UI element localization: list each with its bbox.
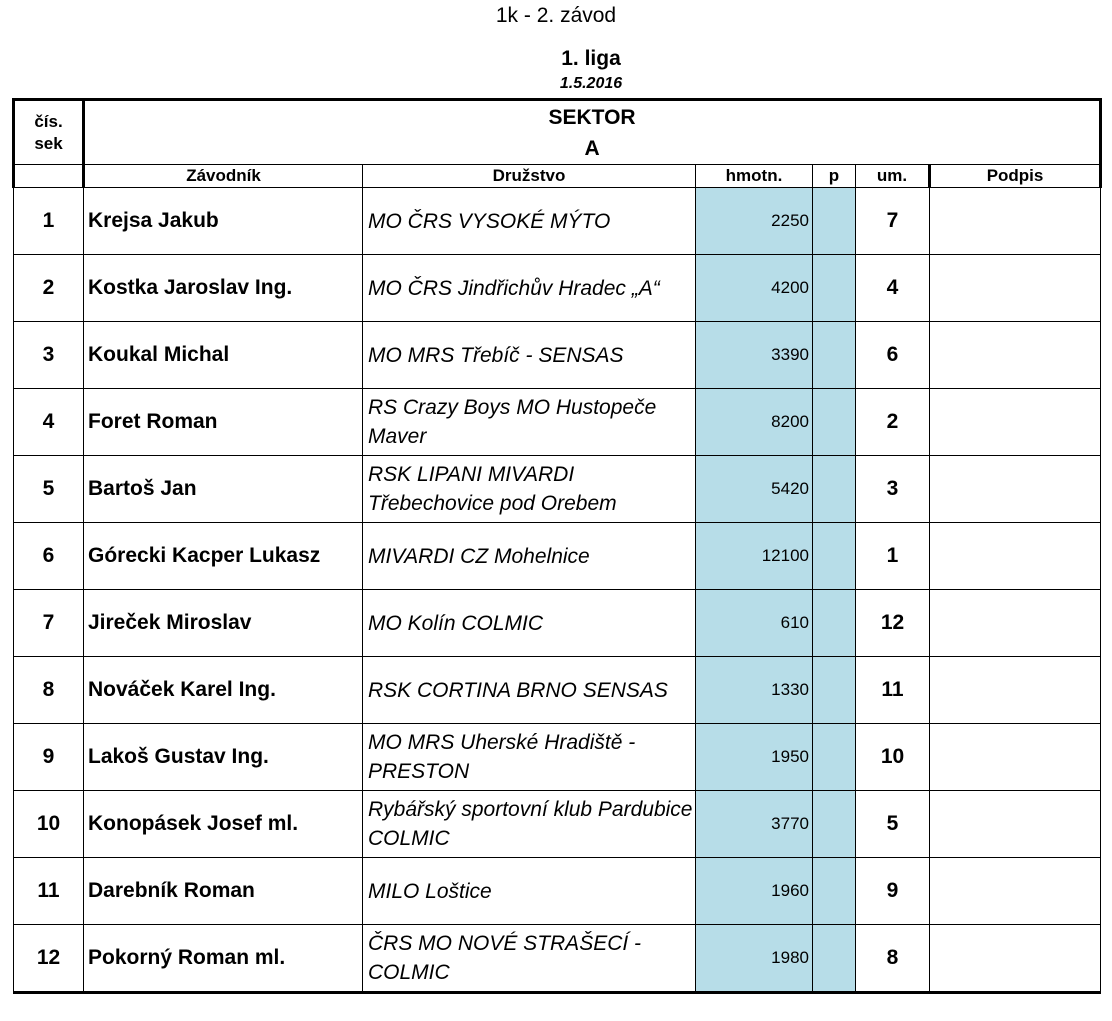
sector-number-cell: 11 (14, 858, 84, 925)
sector-number-cell: 2 (14, 255, 84, 322)
rank-cell: 8 (856, 925, 930, 993)
col-header-weight: hmotn. (696, 165, 813, 188)
weight-cell: 3390 (696, 322, 813, 389)
p-cell (813, 791, 856, 858)
sector-number-cell: 5 (14, 456, 84, 523)
signature-cell (930, 322, 1101, 389)
competitor-name-cell: Lakoš Gustav Ing. (84, 724, 363, 791)
p-cell (813, 188, 856, 255)
p-cell (813, 590, 856, 657)
team-cell: MO ČRS VYSOKÉ MÝTO (363, 188, 696, 255)
p-cell (813, 724, 856, 791)
col-header-p: p (813, 165, 856, 188)
signature-cell (930, 657, 1101, 724)
signature-cell (930, 590, 1101, 657)
col-header-rank: um. (856, 165, 930, 188)
col-header-blank (14, 165, 84, 188)
p-cell (813, 389, 856, 456)
sector-number-cell: 8 (14, 657, 84, 724)
competitor-name-cell: Jireček Miroslav (84, 590, 363, 657)
table-row (14, 456, 1101, 523)
weight-cell: 4200 (696, 255, 813, 322)
team-cell: RS Crazy Boys MO Hustopeče Maver (363, 389, 696, 456)
competitor-name-cell: Koukal Michal (84, 322, 363, 389)
sector-number-cell: 10 (14, 791, 84, 858)
team-cell: MO MRS Uherské Hradiště - PRESTON (363, 724, 696, 791)
team-cell: MO MRS Třebíč - SENSAS (363, 322, 696, 389)
p-cell (813, 456, 856, 523)
team-cell: MO ČRS Jindřichův Hradec „A“ (363, 255, 696, 322)
signature-cell (930, 188, 1101, 255)
signature-cell (930, 724, 1101, 791)
rank-cell: 3 (856, 456, 930, 523)
team-cell: RSK LIPANI MIVARDI Třebechovice pod Orebem (363, 456, 696, 523)
team-cell: MO Kolín COLMIC (363, 590, 696, 657)
table-row (14, 188, 1101, 255)
competitor-name-cell: Górecki Kacper Lukasz (84, 523, 363, 590)
competitor-name-cell: Krejsa Jakub (84, 188, 363, 255)
col-header-signature: Podpis (930, 165, 1101, 188)
sector-number-cell: 9 (14, 724, 84, 791)
sector-number-header (14, 100, 84, 165)
weight-cell: 12100 (696, 523, 813, 590)
table-row (14, 255, 1101, 322)
sector-number-cell: 4 (14, 389, 84, 456)
sector-header (84, 100, 1101, 165)
table-row (14, 590, 1101, 657)
rank-cell: 10 (856, 724, 930, 791)
weight-cell: 2250 (696, 188, 813, 255)
table-column-headers (14, 165, 1101, 188)
signature-cell (930, 255, 1101, 322)
sector-number-header-line2: sek (34, 133, 63, 153)
signature-cell (930, 925, 1101, 993)
signature-cell (930, 858, 1101, 925)
weight-cell: 8200 (696, 389, 813, 456)
competitor-name-cell: Pokorný Roman ml. (84, 925, 363, 993)
col-header-team: Družstvo (363, 165, 696, 188)
results-table (12, 98, 1102, 994)
weight-cell: 1960 (696, 858, 813, 925)
rank-cell: 11 (856, 657, 930, 724)
rank-cell: 1 (856, 523, 930, 590)
p-cell (813, 858, 856, 925)
table-row (14, 389, 1101, 456)
competitor-name-cell: Konopásek Josef ml. (84, 791, 363, 858)
p-cell (813, 322, 856, 389)
table-row (14, 724, 1101, 791)
competitor-name-cell: Foret Roman (84, 389, 363, 456)
team-cell: Rybářský sportovní klub Pardubice COLMIC (363, 791, 696, 858)
rank-cell: 9 (856, 858, 930, 925)
league-title: 1. liga (561, 47, 621, 70)
event-date: 1.5.2016 (559, 75, 623, 92)
sector-label: SEKTOR (548, 105, 636, 129)
sector-number-cell: 12 (14, 925, 84, 993)
rank-cell: 5 (856, 791, 930, 858)
rank-cell: 2 (856, 389, 930, 456)
signature-cell (930, 456, 1101, 523)
sector-number-cell: 3 (14, 322, 84, 389)
sector-number-header-line1: čís. (34, 111, 63, 131)
col-header-competitor: Závodník (84, 165, 363, 188)
weight-cell: 1950 (696, 724, 813, 791)
team-cell: RSK CORTINA BRNO SENSAS (363, 657, 696, 724)
rank-cell: 6 (856, 322, 930, 389)
table-row (14, 858, 1101, 925)
signature-cell (930, 791, 1101, 858)
event-title: 1k - 2. závod (495, 4, 617, 27)
table-row (14, 322, 1101, 389)
competitor-name-cell: Nováček Karel Ing. (84, 657, 363, 724)
p-cell (813, 255, 856, 322)
sector-value: A (584, 136, 600, 160)
table-row (14, 657, 1101, 724)
signature-cell (930, 389, 1101, 456)
table-row (14, 791, 1101, 858)
rank-cell: 12 (856, 590, 930, 657)
sector-number-cell: 1 (14, 188, 84, 255)
signature-cell (930, 523, 1101, 590)
team-cell: MILO Loštice (363, 858, 696, 925)
competitor-name-cell: Bartoš Jan (84, 456, 363, 523)
competitor-name-cell: Darebník Roman (84, 858, 363, 925)
weight-cell: 1980 (696, 925, 813, 993)
rank-cell: 7 (856, 188, 930, 255)
table-row (14, 523, 1101, 590)
table-header-top (14, 100, 1101, 165)
weight-cell: 5420 (696, 456, 813, 523)
p-cell (813, 657, 856, 724)
weight-cell: 1330 (696, 657, 813, 724)
sector-number-cell: 6 (14, 523, 84, 590)
p-cell (813, 925, 856, 993)
team-cell: ČRS MO NOVÉ STRAŠECÍ - COLMIC (363, 925, 696, 993)
competitor-name-cell: Kostka Jaroslav Ing. (84, 255, 363, 322)
sector-number-cell: 7 (14, 590, 84, 657)
weight-cell: 610 (696, 590, 813, 657)
p-cell (813, 523, 856, 590)
weight-cell: 3770 (696, 791, 813, 858)
rank-cell: 4 (856, 255, 930, 322)
table-row (14, 925, 1101, 993)
team-cell: MIVARDI CZ Mohelnice (363, 523, 696, 590)
